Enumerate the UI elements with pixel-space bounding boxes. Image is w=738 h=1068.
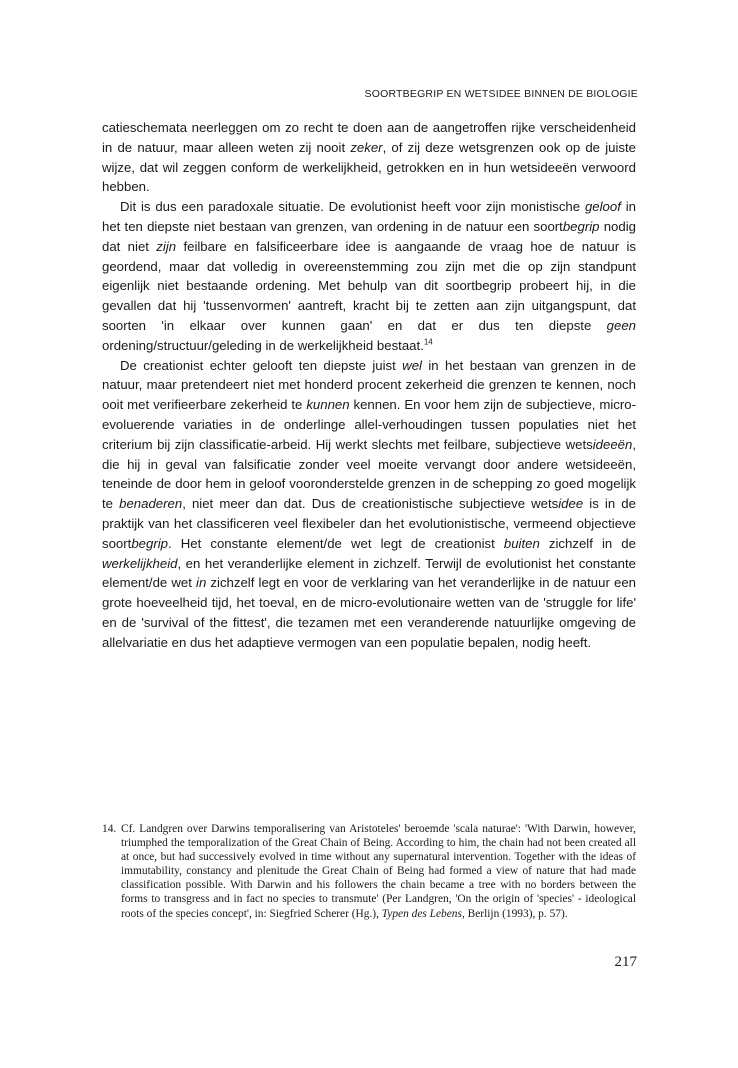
paragraph-2: Dit is dus een paradoxale situatie. De evolutionist heeft voor zijn monistische geloof in het ten diepste niet bestaan van grenzen, van ordening in de natuur een soortbegrip nodig dat niet zijn feilbare en falsificeerbare idee is aangaande de vraag hoe de natuur is geordend, maar dat volledig in overeenstemming zou zijn met die op zijn standpunt eigenlijk niet bestaande ordening. Met behulp van dit soortbegrip probeert hij, in die gevallen dat hij 'tussenvormen' aantreft, kracht bij te zetten aan zijn uitgangspunt, dat soorten 'in elkaar over kunnen gaan' en dat er dus ten diepste geen ordening/structuur/geleding in de werkelijkheid bestaat.$^{14}$ <box>102 199 636 353</box>
footnote-text: Cf. Landgren over Darwins temporalisering van Aristoteles' beroemde 'scala naturae': 'With Darwin, however, triumphed the temporalization of the Great Chain of Being. According to him, the chain had not been created all at once, but had successively evolved in time without any supernatural intervention. Together with the ideas of immutability, constancy and plenitude the Great Chain of Being had formed a view of nature that had made classification possible. With Darwin and his followers the chain became a tree with no borders between the forms to transgress and in fact no species to transmute' (Per Landgren, 'On the origin of 'species' - ideological roots of the species concept', in: Siegfried Scherer (Hg.), Typen des Lebens, Berlijn (1993), p. 57). <box>121 823 636 920</box>
emphasis: kunnen <box>306 397 350 413</box>
emphasis: zeker <box>350 139 383 155</box>
footnote-number: 14. <box>102 823 117 835</box>
main-body-text <box>102 118 636 653</box>
emphasis: wel <box>402 357 422 373</box>
emphasis: in <box>196 575 207 591</box>
emphasis: werkelijkheid <box>102 555 178 571</box>
emphasis: benaderen <box>119 496 183 512</box>
emphasis: zijn <box>156 238 177 254</box>
paragraph-1: catieschemata neerleggen om zo recht te doen aan de aangetroffen rijke verscheidenheid in de natuur, maar alleen weten zij nooit zeker, of zij deze wetsgrenzen ook op de juiste wijze, dat wil zeggen conform de werkelijkheid, getrokken en in hun wetsideeën verwoord hebben. <box>102 120 636 195</box>
footnote-14 <box>102 822 636 921</box>
page-number: 217 <box>614 954 637 970</box>
emphasis: ideeën <box>592 436 633 452</box>
paragraph-3: De creationist echter gelooft ten diepste juist wel in het bestaan van grenzen in de natuur, maar pretendeert niet met honderd procent zekerheid die grenzen te kennen, noch ooit met verifieerbare zekerheid te kunnen kennen. En voor hem zijn de subjectieve, micro-evoluerende variaties in de onderlinge allel-verhoudingen tussen populaties niet het criterium bij zijn classificatie-arbeid. Hij werkt slechts met feilbare, subjectieve wetsideeën, die hij in geval van falsificatie zonder veel moeite vervangt door andere wetsideeën, teneinde de door hem in geloof vooronderstelde grenzen in de schepping zo goed mogelijk te benaderen, niet meer dan dat. Dus de creationistische subjectieve wetsidee is in de praktijk van het classificeren veel flexibeler dan het evolutionistische, vermeend objectieve soortbegrip. Het constante element/de wet legt de creationist buiten zichzelf in de werkelijkheid, en het veranderlijke element in zichzelf. Terwijl de evolutionist het constante element/de wet in zichzelf legt en voor de verklaring van het veranderlijke in de natuur een grote hoeveelheid tijd, het toeval, en de micro-evolutionaire wetten van de 'struggle for life' en de 'survival of the fittest', die tezamen met een veranderende natuurlijke omgeving de allelvariatie en dus het adaptieve vermogen van een populatie bepalen, nodig heeft. <box>102 357 636 650</box>
emphasis: Typen des Lebens <box>381 907 462 920</box>
footnote-reference[interactable]: 14 <box>423 337 433 347</box>
running-header: SOORTBEGRIP EN WETSIDEE BINNEN DE BIOLOGIE <box>364 88 638 100</box>
emphasis: geloof <box>584 199 621 215</box>
emphasis: idee <box>558 496 584 512</box>
emphasis: begrip <box>131 535 168 551</box>
emphasis: geen <box>606 317 636 333</box>
emphasis: buiten <box>503 535 540 551</box>
emphasis: begrip <box>562 218 600 234</box>
